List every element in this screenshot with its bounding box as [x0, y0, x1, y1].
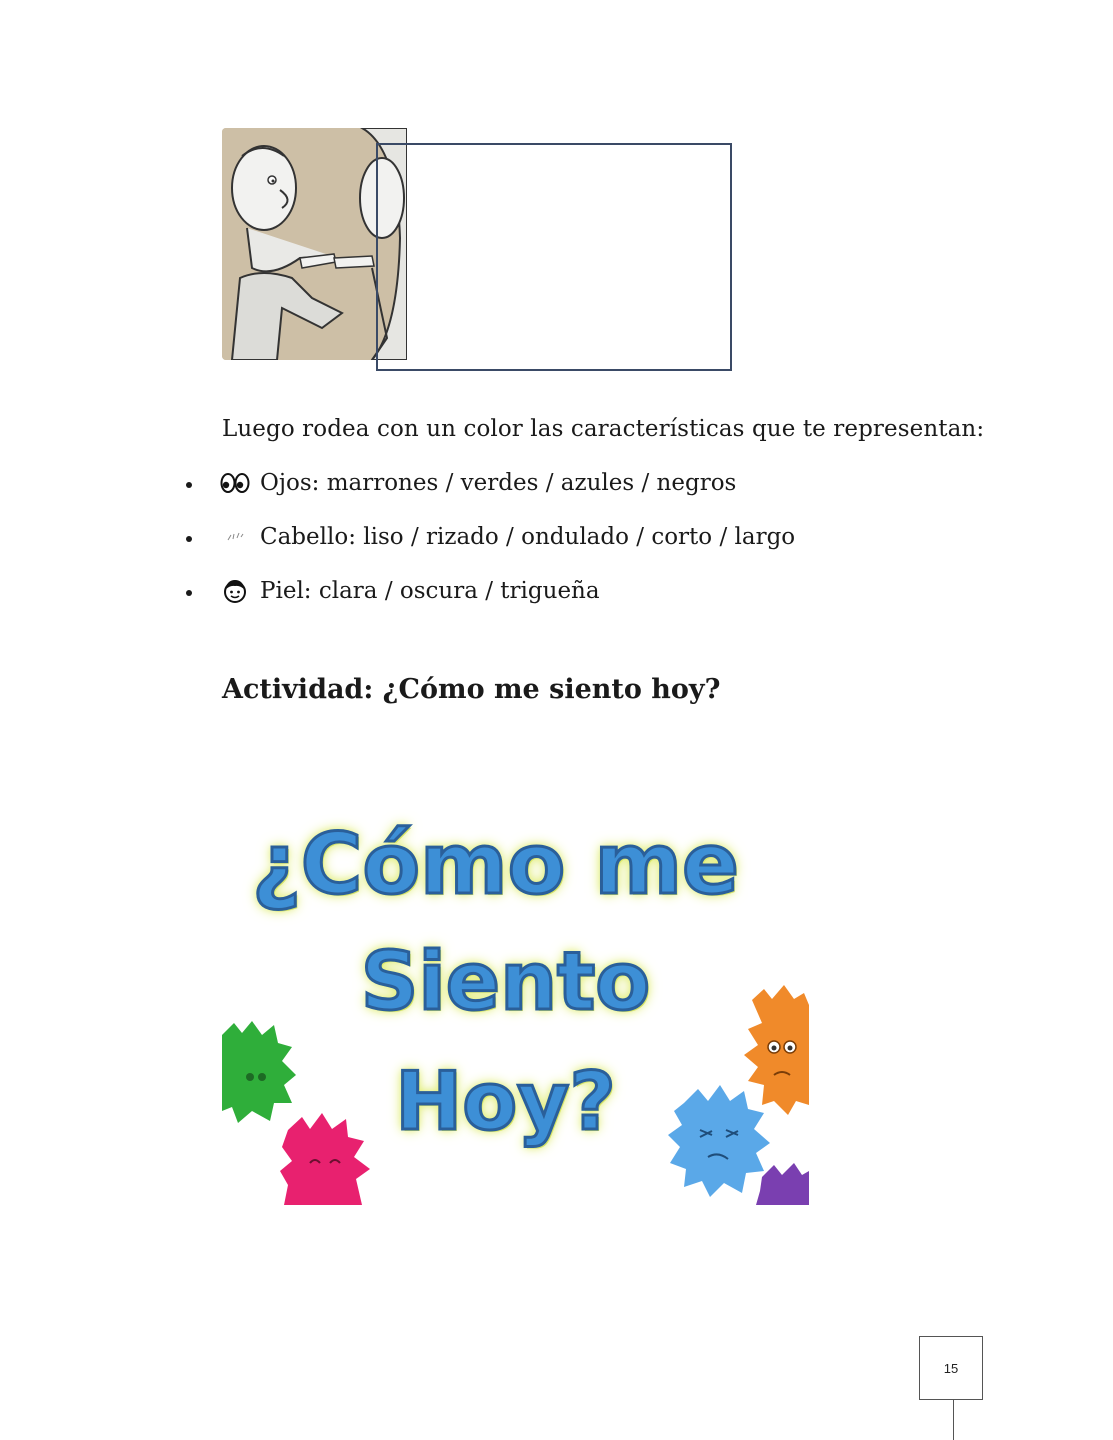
- trait-skin-text: Piel: clara / oscura / trigueña: [260, 578, 600, 604]
- poster-line-3: Hoy?: [395, 1055, 616, 1148]
- instruction-text: Luego rodea con un color las características que te representan:: [222, 416, 985, 442]
- bullet: [186, 536, 192, 542]
- monsters: [222, 785, 809, 1205]
- trait-hair-text: Cabello: liso / rizado / ondulado / corto / largo: [260, 524, 796, 550]
- eyes-icon: [220, 469, 250, 497]
- feelings-poster: [222, 785, 809, 1205]
- list-item: [186, 467, 736, 499]
- pink-monster: [280, 1113, 370, 1205]
- face-icon: [220, 577, 250, 605]
- bullet: [186, 590, 192, 596]
- green-monster: [222, 1021, 296, 1123]
- hair-icon: [220, 523, 250, 551]
- page-number: 15: [919, 1336, 983, 1400]
- poster-line-2: Siento: [360, 935, 651, 1028]
- drawing-box[interactable]: [376, 143, 732, 371]
- poster-line-1: ¿Cómo me: [251, 815, 740, 913]
- blue-monster: [668, 1085, 770, 1197]
- purple-monster: [756, 1163, 809, 1205]
- page-number-line: [953, 1400, 954, 1440]
- list-item: [186, 575, 600, 607]
- trait-eyes-text: Ojos: marrones / verdes / azules / negros: [260, 470, 737, 496]
- bullet: [186, 482, 192, 488]
- activity-heading: Actividad: ¿Cómo me siento hoy?: [222, 674, 721, 705]
- list-item: [186, 521, 795, 553]
